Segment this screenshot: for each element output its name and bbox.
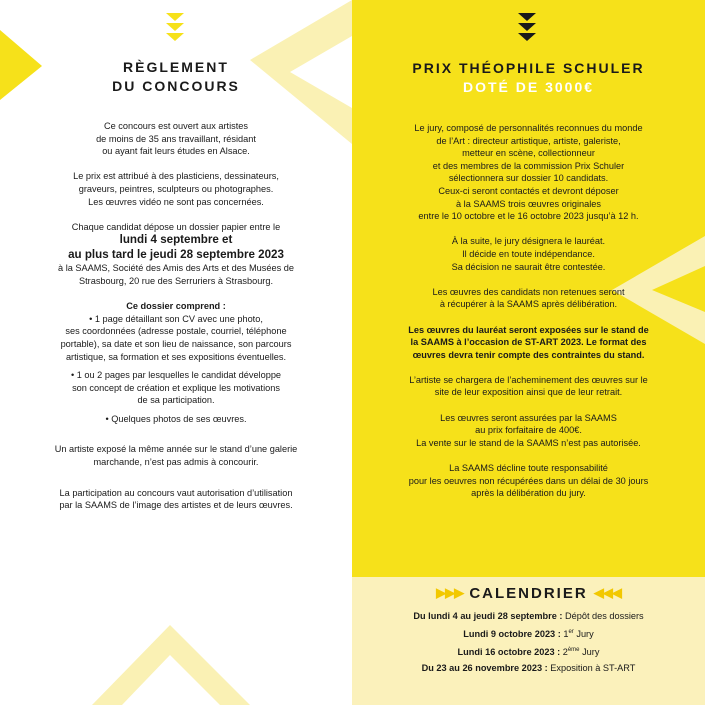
exhibition-paragraph: Les œuvres du lauréat seront exposées sur le stand de la SAAMS à l’occasion de ST-ART 2023. Le format des œuvres devra tenir compte des contraintes du stand. [408,324,649,360]
calendar-row: Lundi 16 octobre 2023 : 2ème Jury [457,647,600,658]
eligibility-paragraph: Ce concours est ouvert aux artistes de moins de 35 ans travaillant, résidant ou ayant fait leurs études en Alsace. [96,121,256,157]
dossier-item-concept: • 1 ou 2 pages par lesquelles le candidat développe son concept de création et explique les motivations de sa participation. [70,370,282,406]
submission-end-date: au plus tard le jeudi 28 septembre 2023 [68,247,284,261]
chevrons-left-icon: ◀◀◀ [593,585,621,600]
image-rights-paragraph: La participation au concours vaut autorisation d’utilisation par la SAAMS de l’image des artistes et de leurs œuvres. [59,487,293,511]
calendar-title: CALENDRIER [469,585,588,602]
liability-paragraph: La SAAMS décline toute responsabilité pour les oeuvres non récupérées dans un délai de 30 jours après la délibération du jury. [408,463,649,499]
dossier-item-cv: • 1 page détaillant son CV avec une photo, ses coordonnées (adresse postale, courriel, téléphone portable), sa date et son lieu de naissance, son parcours artistique, sa formation et ses expositions éventuelles. [60,313,292,362]
calendar-heading [352,582,705,605]
rules-title-line1: RÈGLEMENT [123,59,229,75]
rules-text [14,120,338,524]
calendar-row: Du 23 au 26 novembre 2023 : Exposition à ST-ART [421,663,636,674]
prize-panel [352,0,705,705]
retrieval-paragraph: Les œuvres des candidats non retenues seront à récupérer à la SAAMS après délibération. [432,286,625,310]
rules-panel [0,0,352,705]
prize-title [352,59,705,97]
gallery-exclusion-paragraph: Un artiste exposé la même année sur le stand d’une galerie marchande, n’est pas admis à concourir. [54,444,298,468]
rules-title-line2: DU CONCOURS [112,78,240,94]
submission-start-date: lundi 4 septembre et [119,233,233,247]
jury-paragraph: Le jury, composé de personnalités reconnues du monde de l’Art : directeur artistique, artiste, galeriste, metteur en scène, collectionneur et des membres de la commission Prix Schuler sélectionnera sur dossier 10 candidats. Ceux-ci seront contactés et devront déposer à la SAAMS trois œuvres originales entre le 10 octobre et le 16 octobre 2023 jusqu’à 12 h. [414,123,643,222]
prize-amount: DOTÉ DE 3000€ [462,79,595,95]
transport-paragraph: L’artiste se chargera de l’acheminement des œuvres sur le site de leur exposition ainsi que de leur retrait. [409,374,648,398]
insurance-paragraph: Les œuvres seront assurées par la SAAMS au prix forfaitaire de 400€. La vente sur le stand de la SAAMS n’est pas autorisée. [416,412,641,448]
dossier-title: Ce dossier comprend : [126,301,226,312]
rules-title [0,58,352,96]
calendar-row: Du lundi 4 au jeudi 28 septembre : Dépôt des dossiers [413,611,644,621]
laureate-paragraph: À la suite, le jury désignera le lauréat. Il décide en toute indépendance. Sa décision ne saurait être contestée. [451,236,606,272]
disciplines-paragraph: Le prix est attribué à des plasticiens, dessinateurs, graveurs, peintres, sculpteurs ou photographes. Les œuvres vidéo ne sont pas concernées. [73,171,279,207]
prize-title-line1: PRIX THÉOPHILE SCHULER [412,60,645,76]
calendar-row: Lundi 9 octobre 2023 : 1er Jury [463,629,594,640]
submission-paragraph: Chaque candidat dépose un dossier papier entre le lundi 4 septembre et au plus tard le jeudi 28 septembre 2023 à la SAAMS, Société des Amis des Arts et des Musées de Strasbourg, 20 rue des Serruriers à Strasbourg. [58,221,294,286]
calendar-section [352,582,705,676]
dossier-item-photos: • Quelques photos de ses œuvres. [105,413,247,424]
dossier-section [14,300,338,425]
chevrons-right-icon: ▶▶▶ [436,585,464,600]
calendar-list [352,608,705,676]
chevrons-down-icon [518,13,536,41]
prize-text [364,122,693,512]
chevrons-down-icon [166,13,184,41]
